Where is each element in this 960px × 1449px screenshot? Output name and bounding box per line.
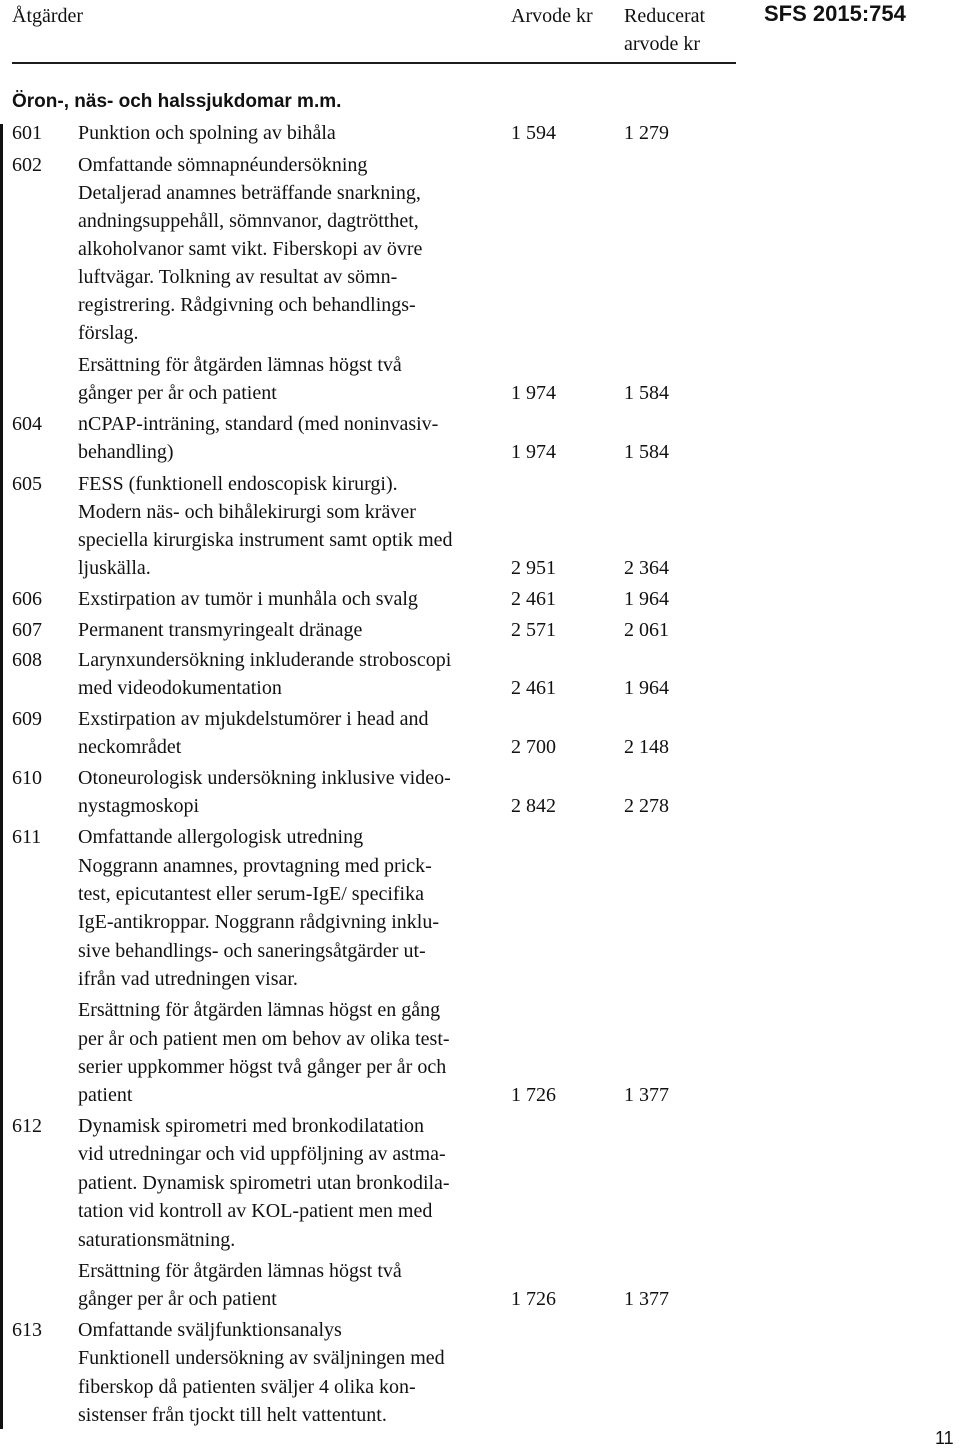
row-text: tation vid kontroll av KOL-patient men med [78,1200,433,1222]
row-text: nystagmoskopi [78,795,200,817]
row-text: vid utredningar och vid uppföljning av astma- [78,1143,446,1165]
header-rule [12,62,736,64]
column-header-reducerat-line2: arvode kr [624,33,701,55]
row-code: 611 [12,826,42,848]
row-arvode: 2 700 [511,736,556,758]
row-text: saturationsmätning. [78,1229,236,1251]
row-text: Omfattande sömnapnéundersökning [78,154,368,176]
row-text: ljuskälla. [78,557,151,579]
row-code: 606 [12,588,42,610]
row-text: Otoneurologisk undersökning inklusive video- [78,767,451,789]
row-text: alkoholvanor samt vikt. Fiberskopi av övre [78,238,423,260]
row-arvode: 1 974 [511,441,556,463]
row-text: Larynxundersökning inkluderande stroboscopi [78,649,452,671]
row-arvode: 2 461 [511,588,556,610]
row-text: Ersättning för åtgärden lämnas högst en gång [78,999,441,1021]
row-text: test, epicutantest eller serum-IgE/ specifika [78,883,424,905]
row-code: 608 [12,649,42,671]
row-text: neckområdet [78,736,182,758]
row-text: Ersättning för åtgärden lämnas högst två [78,354,402,376]
row-reducerat: 1 279 [624,122,669,144]
row-text: Punktion och spolning av bihåla [78,122,336,144]
column-header-arvode: Arvode kr [511,5,593,27]
row-text: per år och patient men om behov av olika test- [78,1028,450,1050]
row-text: luftvägar. Tolkning av resultat av sömn- [78,266,398,288]
row-text: Omfattande sväljfunktionsanalys [78,1319,342,1341]
row-arvode: 2 842 [511,795,556,817]
row-code: 601 [12,122,42,144]
row-arvode: 2 571 [511,619,556,641]
row-text: nCPAP-inträning, standard (med noninvasiv- [78,413,439,435]
row-arvode: 2 461 [511,677,556,699]
section-title: Öron-, näs- och halssjukdomar m.m. [12,91,342,112]
row-text: Detaljerad anamnes beträffande snarkning, [78,182,421,204]
row-text: Noggrann anamnes, provtagning med prick- [78,855,432,877]
row-reducerat: 2 061 [624,619,669,641]
row-text: förslag. [78,322,139,344]
row-reducerat: 2 364 [624,557,669,579]
row-text: gånger per år och patient [78,382,277,404]
page-number: 11 [935,1428,954,1448]
row-text: andningsuppehåll, sömnvanor, dagtrötthet, [78,210,419,232]
sfs-number: SFS 2015:754 [764,1,906,26]
row-arvode: 1 974 [511,382,556,404]
row-reducerat: 2 148 [624,736,669,758]
row-text: speciella kirurgiska instrument samt optik med [78,529,453,551]
row-text: behandling) [78,441,174,463]
row-reducerat: 1 964 [624,588,669,610]
row-text: patient [78,1084,133,1106]
row-code: 605 [12,473,42,495]
row-text: sive behandlings- och saneringsåtgärder ut- [78,940,426,962]
row-text: fiberskop då patienten sväljer 4 olika kon- [78,1376,416,1398]
row-reducerat: 1 377 [624,1084,669,1106]
row-text: med videodokumentation [78,677,282,699]
row-code: 610 [12,767,42,789]
row-text: Ersättning för åtgärden lämnas högst två [78,1260,402,1282]
row-code: 612 [12,1115,42,1137]
row-text: Omfattande allergologisk utredning [78,826,364,848]
row-text: registrering. Rådgivning och behandlings- [78,294,416,316]
row-text: FESS (funktionell endoscopisk kirurgi). [78,473,398,495]
change-bar [0,124,3,1429]
row-code: 609 [12,708,42,730]
row-code: 602 [12,154,42,176]
row-arvode: 1 726 [511,1288,556,1310]
row-reducerat: 1 584 [624,441,669,463]
row-arvode: 1 594 [511,122,556,144]
row-arvode: 2 951 [511,557,556,579]
row-text: sistenser från tjockt till helt vattentunt. [78,1404,387,1426]
column-header-reducerat-line1: Reducerat [624,5,706,27]
row-text: Exstirpation av tumör i munhåla och svalg [78,588,418,610]
row-text: serier uppkommer högst två gånger per år och [78,1056,447,1078]
row-text: ifrån vad utredningen visar. [78,968,298,990]
row-text: gånger per år och patient [78,1288,277,1310]
row-arvode: 1 726 [511,1084,556,1106]
row-text: Permanent transmyringealt dränage [78,619,363,641]
row-reducerat: 1 964 [624,677,669,699]
row-text: Exstirpation av mjukdelstumörer i head and [78,708,429,730]
row-reducerat: 2 278 [624,795,669,817]
row-text: Funktionell undersökning av sväljningen med [78,1347,445,1369]
row-text: Modern näs- och bihålekirurgi som kräver [78,501,416,523]
row-code: 604 [12,413,42,435]
row-reducerat: 1 377 [624,1288,669,1310]
column-header-atgarder: Åtgärder [12,5,84,27]
row-reducerat: 1 584 [624,382,669,404]
row-text: Dynamisk spirometri med bronkodilatation [78,1115,425,1137]
row-code: 607 [12,619,42,641]
row-code: 613 [12,1319,42,1341]
row-text: patient. Dynamisk spirometri utan bronkodila- [78,1172,450,1194]
row-text: IgE-antikroppar. Noggrann rådgivning inklu- [78,911,440,933]
